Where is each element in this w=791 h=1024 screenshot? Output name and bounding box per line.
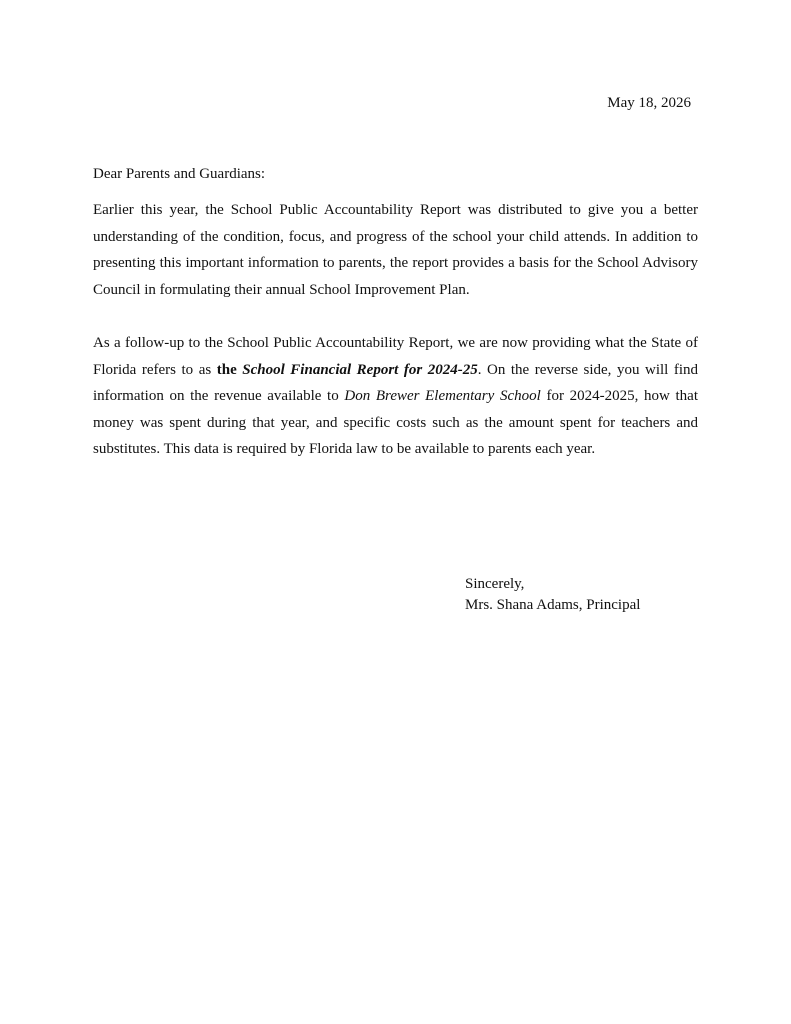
closing-block — [465, 574, 640, 616]
paragraph-financial-report — [93, 330, 698, 463]
school-name: Don Brewer Elementary School — [344, 388, 541, 404]
letter-date: May 18, 2026 — [607, 95, 691, 111]
signature-name: Mrs. Shana Adams, Principal — [465, 597, 641, 613]
bold-the: the — [216, 361, 237, 378]
salutation: Dear Parents and Guardians: — [93, 166, 266, 182]
report-title: School Financial Report for 2024-25 — [242, 361, 478, 378]
paragraph-text-part3: for 2024-2025, how that money was spent during that year, and specific costs such as the amount spent for teachers and substitutes. This data is required by Florida law to be available to parents each year. — [93, 388, 698, 457]
paragraph-text-part1: As a follow-up to the School Public Accountability Report, we are now providing what the State of Florida refers to as — [93, 335, 698, 378]
closing-word: Sincerely, — [465, 576, 525, 592]
paragraph-text-part2: . On the reverse side, you will find information on the revenue available to — [93, 361, 699, 404]
paragraph-intro: Earlier this year, the School Public Accountability Report was distributed to give you a better understanding of the condition, focus, and progress of the school your child attends. In addition to presenting this important information to parents, the report provides a basis for the School Advisory Council in formulating their annual School Improvement Plan. — [93, 202, 698, 298]
